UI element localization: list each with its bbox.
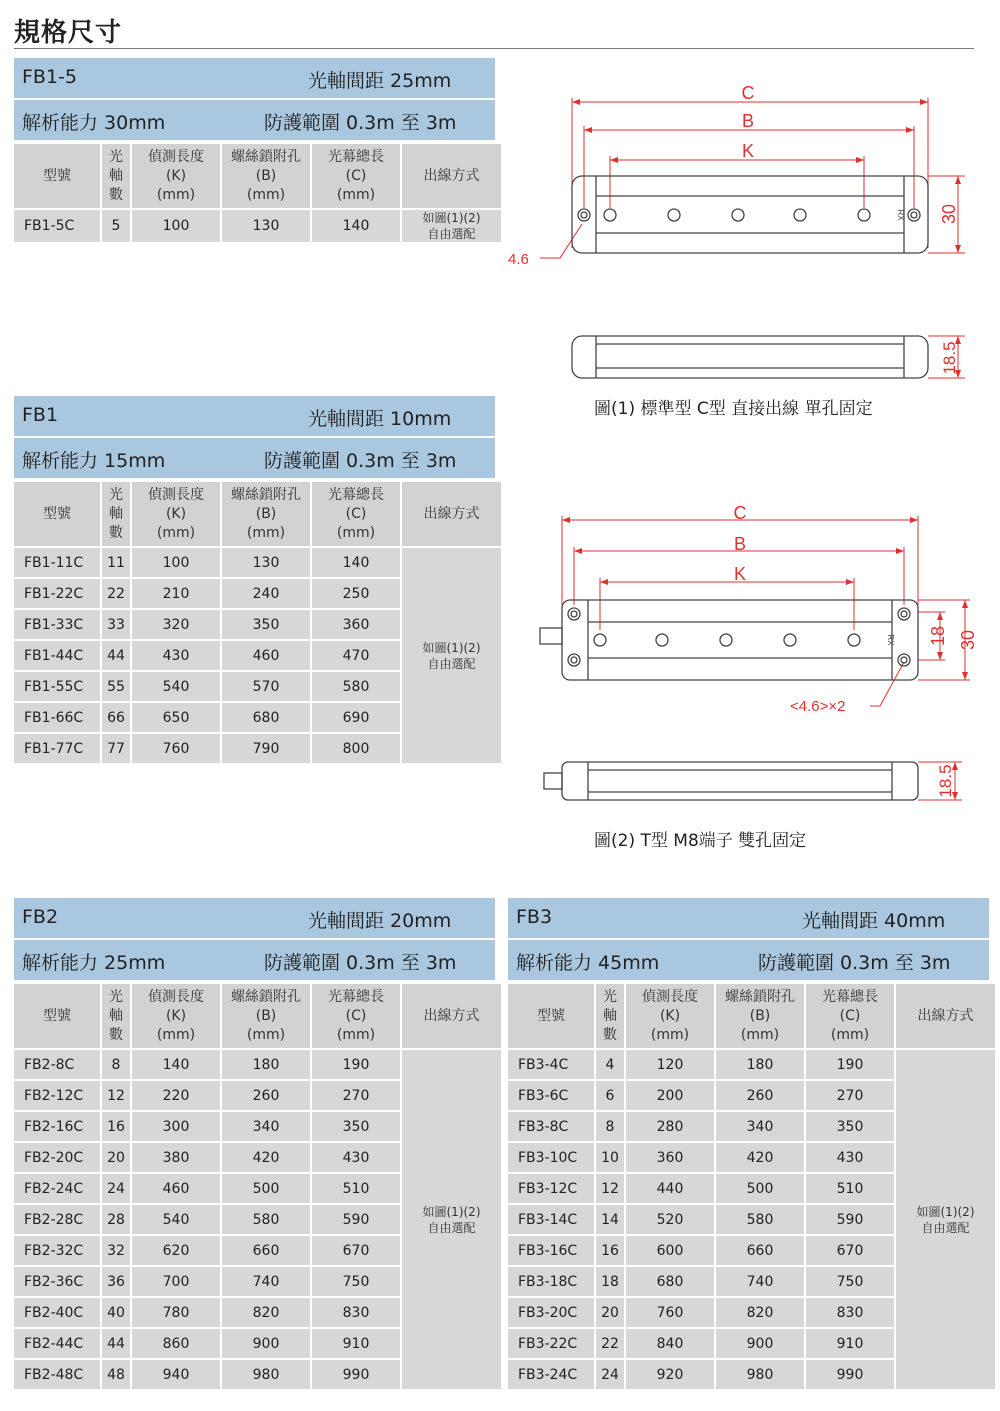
header-line: (K) [165, 505, 187, 522]
c-cell: 510 [806, 1174, 894, 1203]
protection-range: 防護範圍 0.3m 至 3m [264, 450, 457, 472]
b-cell: 900 [716, 1329, 804, 1358]
fig2-depth-label: 18.5 [936, 764, 955, 798]
axis-pitch: 光軸間距 10mm [308, 408, 452, 430]
title-divider [14, 48, 974, 49]
header-line: 光 [109, 486, 123, 503]
resolution-text: 解析能力 30mm [22, 112, 166, 134]
axes-cell: 20 [102, 1143, 130, 1172]
b-cell: 660 [716, 1236, 804, 1265]
axes-cell: 22 [102, 579, 130, 608]
k-cell: 320 [132, 610, 220, 639]
header-line: (mm) [336, 186, 376, 203]
spec-block-fb1-5 [14, 58, 495, 244]
figure-1-caption: 圖(1) 標準型 C型 直接出線 單孔固定 [594, 399, 873, 419]
model-cell: FB3-20C [508, 1298, 594, 1327]
header-line: 光 [109, 988, 123, 1005]
protection-range: 防護範圍 0.3m 至 3m [264, 112, 457, 134]
c-cell: 670 [806, 1236, 894, 1265]
k-cell: 650 [132, 703, 220, 732]
header-line: 數 [109, 1026, 123, 1043]
output-cell [896, 1050, 995, 1389]
spec-table [506, 982, 997, 1391]
header-line: 如圖(1)(2) [422, 1204, 481, 1219]
c-cell: 350 [312, 1112, 400, 1141]
b-cell: 820 [222, 1298, 310, 1327]
k-cell: 360 [626, 1143, 714, 1172]
axes-cell: 16 [596, 1236, 624, 1265]
k-cell: 760 [626, 1298, 714, 1327]
header-line: (mm) [246, 1026, 286, 1043]
fig2-rx-label: RX [886, 634, 895, 646]
header-line: (K) [165, 1007, 187, 1024]
axes-cell: 77 [102, 734, 130, 763]
series-band [508, 898, 989, 938]
k-cell: 220 [132, 1081, 220, 1110]
b-cell: 130 [222, 210, 310, 242]
k-cell: 520 [626, 1205, 714, 1234]
axes-cell: 16 [102, 1112, 130, 1141]
model-cell: FB3-6C [508, 1081, 594, 1110]
header-detect-length [132, 482, 220, 546]
c-cell: 430 [312, 1143, 400, 1172]
k-cell: 280 [626, 1112, 714, 1141]
resolution-band [508, 940, 989, 980]
header-axes [102, 482, 130, 546]
header-detect-length [132, 144, 220, 208]
header-model: 型號 [14, 984, 100, 1048]
table-row [14, 548, 501, 577]
model-cell: FB1-44C [14, 641, 100, 670]
header-output: 出線方式 [402, 482, 501, 546]
b-cell: 180 [222, 1050, 310, 1079]
c-cell: 270 [806, 1081, 894, 1110]
axes-cell: 24 [596, 1360, 624, 1389]
axes-cell: 28 [102, 1205, 130, 1234]
model-cell: FB2-40C [14, 1298, 100, 1327]
fig2-inner-label: 18 [928, 625, 948, 647]
header-line: (B) [749, 1007, 771, 1024]
b-cell: 570 [222, 672, 310, 701]
header-line: 偵測長度 [148, 148, 204, 165]
fig1-dim-k-label: K [741, 141, 755, 161]
header-line: (mm) [650, 1026, 690, 1043]
b-cell: 740 [222, 1267, 310, 1296]
k-cell: 120 [626, 1050, 714, 1079]
resolution-band [14, 940, 495, 980]
k-cell: 380 [132, 1143, 220, 1172]
axes-cell: 11 [102, 548, 130, 577]
model-cell: FB1-11C [14, 548, 100, 577]
fig2-height-label: 30 [958, 629, 978, 651]
header-line: 自由選配 [921, 1220, 970, 1235]
header-line: (K) [165, 167, 187, 184]
model-cell: FB3-22C [508, 1329, 594, 1358]
model-cell: FB2-20C [14, 1143, 100, 1172]
output-cell [402, 1050, 501, 1389]
fig2-dim-b-label: B [733, 534, 747, 554]
axes-cell: 10 [596, 1143, 624, 1172]
b-cell: 260 [716, 1081, 804, 1110]
c-cell: 140 [312, 548, 400, 577]
model-cell: FB3-16C [508, 1236, 594, 1265]
b-cell: 340 [222, 1112, 310, 1141]
header-line: 如圖(1)(2) [422, 211, 481, 225]
c-cell: 350 [806, 1112, 894, 1141]
axes-cell: 18 [596, 1267, 624, 1296]
header-screw-hole [716, 984, 804, 1048]
header-line: (mm) [740, 1026, 780, 1043]
output-cell [402, 548, 501, 763]
model-cell: FB3-18C [508, 1267, 594, 1296]
c-cell: 690 [312, 703, 400, 732]
header-total-length [312, 984, 400, 1048]
spec-table [12, 982, 503, 1391]
k-cell: 700 [132, 1267, 220, 1296]
b-cell: 820 [716, 1298, 804, 1327]
axes-cell: 40 [102, 1298, 130, 1327]
header-line: (C) [345, 1007, 367, 1024]
b-cell: 580 [716, 1205, 804, 1234]
header-total-length [806, 984, 894, 1048]
series-band [14, 396, 495, 436]
header-line: (B) [255, 1007, 277, 1024]
b-cell: 340 [716, 1112, 804, 1141]
spec-table [12, 142, 503, 244]
model-cell: FB2-32C [14, 1236, 100, 1265]
header-line: (mm) [336, 1026, 376, 1043]
axes-cell: 36 [102, 1267, 130, 1296]
header-axes [596, 984, 624, 1048]
model-cell: FB3-24C [508, 1360, 594, 1389]
c-cell: 510 [312, 1174, 400, 1203]
header-line: 自由選配 [427, 656, 476, 671]
header-model: 型號 [14, 482, 100, 546]
model-cell: FB3-4C [508, 1050, 594, 1079]
figure-2-drawing [500, 500, 990, 810]
axes-cell: 8 [102, 1050, 130, 1079]
header-line: (mm) [246, 186, 286, 203]
header-line: 偵測長度 [148, 988, 204, 1005]
header-line: (K) [659, 1007, 681, 1024]
header-detect-length [132, 984, 220, 1048]
model-cell: FB3-10C [508, 1143, 594, 1172]
header-line: 軸 [109, 167, 123, 184]
series-name: FB1-5 [22, 66, 77, 88]
header-line: 偵測長度 [642, 988, 698, 1005]
k-cell: 210 [132, 579, 220, 608]
k-cell: 200 [626, 1081, 714, 1110]
c-cell: 190 [312, 1050, 400, 1079]
header-row [14, 984, 501, 1048]
model-cell: FB3-12C [508, 1174, 594, 1203]
model-cell: FB2-48C [14, 1360, 100, 1389]
c-cell: 430 [806, 1143, 894, 1172]
header-row [508, 984, 995, 1048]
model-cell: FB2-28C [14, 1205, 100, 1234]
header-output: 出線方式 [402, 984, 501, 1048]
series-name: FB3 [516, 906, 553, 928]
header-total-length [312, 482, 400, 546]
c-cell: 990 [806, 1360, 894, 1389]
axes-cell: 66 [102, 703, 130, 732]
k-cell: 780 [132, 1298, 220, 1327]
series-band [14, 58, 495, 98]
c-cell: 830 [806, 1298, 894, 1327]
b-cell: 500 [716, 1174, 804, 1203]
c-cell: 990 [312, 1360, 400, 1389]
axes-cell: 8 [596, 1112, 624, 1141]
axis-pitch: 光軸間距 20mm [308, 910, 452, 932]
header-screw-hole [222, 984, 310, 1048]
c-cell: 270 [312, 1081, 400, 1110]
header-detect-length [626, 984, 714, 1048]
k-cell: 840 [626, 1329, 714, 1358]
model-cell: FB2-24C [14, 1174, 100, 1203]
header-line: 數 [603, 1026, 617, 1043]
header-line: 如圖(1)(2) [916, 1204, 975, 1219]
header-line: (mm) [156, 186, 196, 203]
b-cell: 900 [222, 1329, 310, 1358]
model-cell: FB1-55C [14, 672, 100, 701]
b-cell: 350 [222, 610, 310, 639]
header-axes [102, 984, 130, 1048]
b-cell: 500 [222, 1174, 310, 1203]
axes-cell: 14 [596, 1205, 624, 1234]
header-line: (B) [255, 167, 277, 184]
c-cell: 750 [312, 1267, 400, 1296]
header-line: 光幕總長 [328, 148, 384, 165]
axes-cell: 33 [102, 610, 130, 639]
header-line: 數 [109, 186, 123, 203]
page-title: 規格尺寸 [14, 18, 123, 48]
b-cell: 420 [222, 1143, 310, 1172]
series-name: FB2 [22, 906, 59, 928]
axes-cell: 5 [102, 210, 130, 242]
model-cell: FB1-77C [14, 734, 100, 763]
k-cell: 100 [132, 210, 220, 242]
model-cell: FB2-12C [14, 1081, 100, 1110]
b-cell: 420 [716, 1143, 804, 1172]
header-line: 軸 [603, 1007, 617, 1024]
figure-1-drawing [500, 78, 980, 388]
header-line: (C) [345, 505, 367, 522]
k-cell: 760 [132, 734, 220, 763]
header-line: 光幕總長 [822, 988, 878, 1005]
table-row [508, 1050, 995, 1079]
k-cell: 100 [132, 548, 220, 577]
axes-cell: 44 [102, 1329, 130, 1358]
k-cell: 300 [132, 1112, 220, 1141]
header-line: (mm) [336, 524, 376, 541]
protection-range: 防護範圍 0.3m 至 3m [264, 952, 457, 974]
b-cell: 980 [222, 1360, 310, 1389]
c-cell: 830 [312, 1298, 400, 1327]
b-cell: 180 [716, 1050, 804, 1079]
axes-cell: 48 [102, 1360, 130, 1389]
axes-cell: 32 [102, 1236, 130, 1265]
axes-cell: 12 [596, 1174, 624, 1203]
b-cell: 740 [716, 1267, 804, 1296]
header-line: (mm) [156, 1026, 196, 1043]
axes-cell: 4 [596, 1050, 624, 1079]
model-cell: FB1-66C [14, 703, 100, 732]
spec-block-fb1 [14, 396, 495, 765]
k-cell: 620 [132, 1236, 220, 1265]
model-cell: FB1-33C [14, 610, 100, 639]
c-cell: 580 [312, 672, 400, 701]
k-cell: 600 [626, 1236, 714, 1265]
c-cell: 590 [806, 1205, 894, 1234]
k-cell: 540 [132, 672, 220, 701]
fig1-depth-label: 18.5 [940, 341, 959, 375]
resolution-band [14, 438, 495, 478]
model-cell: FB1-22C [14, 579, 100, 608]
spec-table [12, 480, 503, 765]
resolution-text: 解析能力 25mm [22, 952, 166, 974]
k-cell: 860 [132, 1329, 220, 1358]
header-line: 螺絲鎖附孔 [231, 988, 301, 1005]
c-cell: 360 [312, 610, 400, 639]
header-line: 如圖(1)(2) [422, 640, 481, 655]
axes-cell: 12 [102, 1081, 130, 1110]
axes-cell: 44 [102, 641, 130, 670]
fig1-hole-label: 4.6 [508, 251, 529, 268]
resolution-text: 解析能力 15mm [22, 450, 166, 472]
c-cell: 250 [312, 579, 400, 608]
fig2-dim-c-label: C [733, 503, 747, 523]
figure-2-caption: 圖(2) T型 M8端子 雙孔固定 [594, 831, 807, 851]
header-line: (C) [839, 1007, 861, 1024]
output-cell [402, 210, 501, 242]
axes-cell: 22 [596, 1329, 624, 1358]
c-cell: 670 [312, 1236, 400, 1265]
axes-cell: 6 [596, 1081, 624, 1110]
header-row [14, 482, 501, 546]
spec-block-fb3 [508, 898, 989, 1391]
header-line: 光 [109, 148, 123, 165]
header-line: 螺絲鎖附孔 [725, 988, 795, 1005]
header-line: 數 [109, 524, 123, 541]
k-cell: 440 [626, 1174, 714, 1203]
fig2-hole-label: <4.6>×2 [790, 698, 846, 715]
c-cell: 590 [312, 1205, 400, 1234]
header-screw-hole [222, 144, 310, 208]
b-cell: 240 [222, 579, 310, 608]
header-line: (mm) [156, 524, 196, 541]
c-cell: 750 [806, 1267, 894, 1296]
k-cell: 430 [132, 641, 220, 670]
k-cell: 540 [132, 1205, 220, 1234]
table-row [14, 210, 501, 242]
header-line: 軸 [109, 1007, 123, 1024]
fig1-dim-c-label: C [741, 83, 755, 103]
table-row [14, 1050, 501, 1079]
c-cell: 140 [312, 210, 400, 242]
axes-cell: 20 [596, 1298, 624, 1327]
model-cell: FB2-36C [14, 1267, 100, 1296]
fig1-height-label: 30 [939, 203, 959, 225]
model-cell: FB3-8C [508, 1112, 594, 1141]
resolution-text: 解析能力 45mm [516, 952, 660, 974]
b-cell: 680 [222, 703, 310, 732]
fig1-dim-b-label: B [741, 111, 755, 131]
model-cell: FB2-16C [14, 1112, 100, 1141]
k-cell: 460 [132, 1174, 220, 1203]
header-model: 型號 [14, 144, 100, 208]
header-line: 光 [603, 988, 617, 1005]
header-model: 型號 [508, 984, 594, 1048]
header-line: 螺絲鎖附孔 [231, 148, 301, 165]
c-cell: 190 [806, 1050, 894, 1079]
header-output: 出線方式 [896, 984, 995, 1048]
c-cell: 470 [312, 641, 400, 670]
k-cell: 940 [132, 1360, 220, 1389]
model-cell: FB3-14C [508, 1205, 594, 1234]
header-total-length [312, 144, 400, 208]
c-cell: 910 [312, 1329, 400, 1358]
protection-range: 防護範圍 0.3m 至 3m [758, 952, 951, 974]
model-cell: FB2-44C [14, 1329, 100, 1358]
header-row [14, 144, 501, 208]
header-line: 軸 [109, 505, 123, 522]
fig2-dim-k-label: K [733, 564, 747, 584]
header-line: 偵測長度 [148, 486, 204, 503]
header-line: (C) [345, 167, 367, 184]
header-line: 自由選配 [427, 227, 476, 241]
k-cell: 920 [626, 1360, 714, 1389]
resolution-band [14, 100, 495, 140]
b-cell: 790 [222, 734, 310, 763]
c-cell: 910 [806, 1329, 894, 1358]
spec-block-fb2 [14, 898, 495, 1391]
model-cell: FB1-5C [14, 210, 100, 242]
c-cell: 800 [312, 734, 400, 763]
series-band [14, 898, 495, 938]
axis-pitch: 光軸間距 40mm [802, 910, 946, 932]
header-line: (mm) [830, 1026, 870, 1043]
header-line: 光幕總長 [328, 486, 384, 503]
header-screw-hole [222, 482, 310, 546]
fig1-rx-label: RX [896, 209, 905, 221]
k-cell: 140 [132, 1050, 220, 1079]
header-output: 出線方式 [402, 144, 501, 208]
header-line: (mm) [246, 524, 286, 541]
header-line: 螺絲鎖附孔 [231, 486, 301, 503]
axis-pitch: 光軸間距 25mm [308, 70, 452, 92]
b-cell: 460 [222, 641, 310, 670]
b-cell: 660 [222, 1236, 310, 1265]
axes-cell: 55 [102, 672, 130, 701]
b-cell: 130 [222, 548, 310, 577]
header-line: 自由選配 [427, 1220, 476, 1235]
series-name: FB1 [22, 404, 59, 426]
axes-cell: 24 [102, 1174, 130, 1203]
header-line: (B) [255, 505, 277, 522]
model-cell: FB2-8C [14, 1050, 100, 1079]
b-cell: 980 [716, 1360, 804, 1389]
header-line: 光幕總長 [328, 988, 384, 1005]
b-cell: 580 [222, 1205, 310, 1234]
b-cell: 260 [222, 1081, 310, 1110]
k-cell: 680 [626, 1267, 714, 1296]
header-axes [102, 144, 130, 208]
